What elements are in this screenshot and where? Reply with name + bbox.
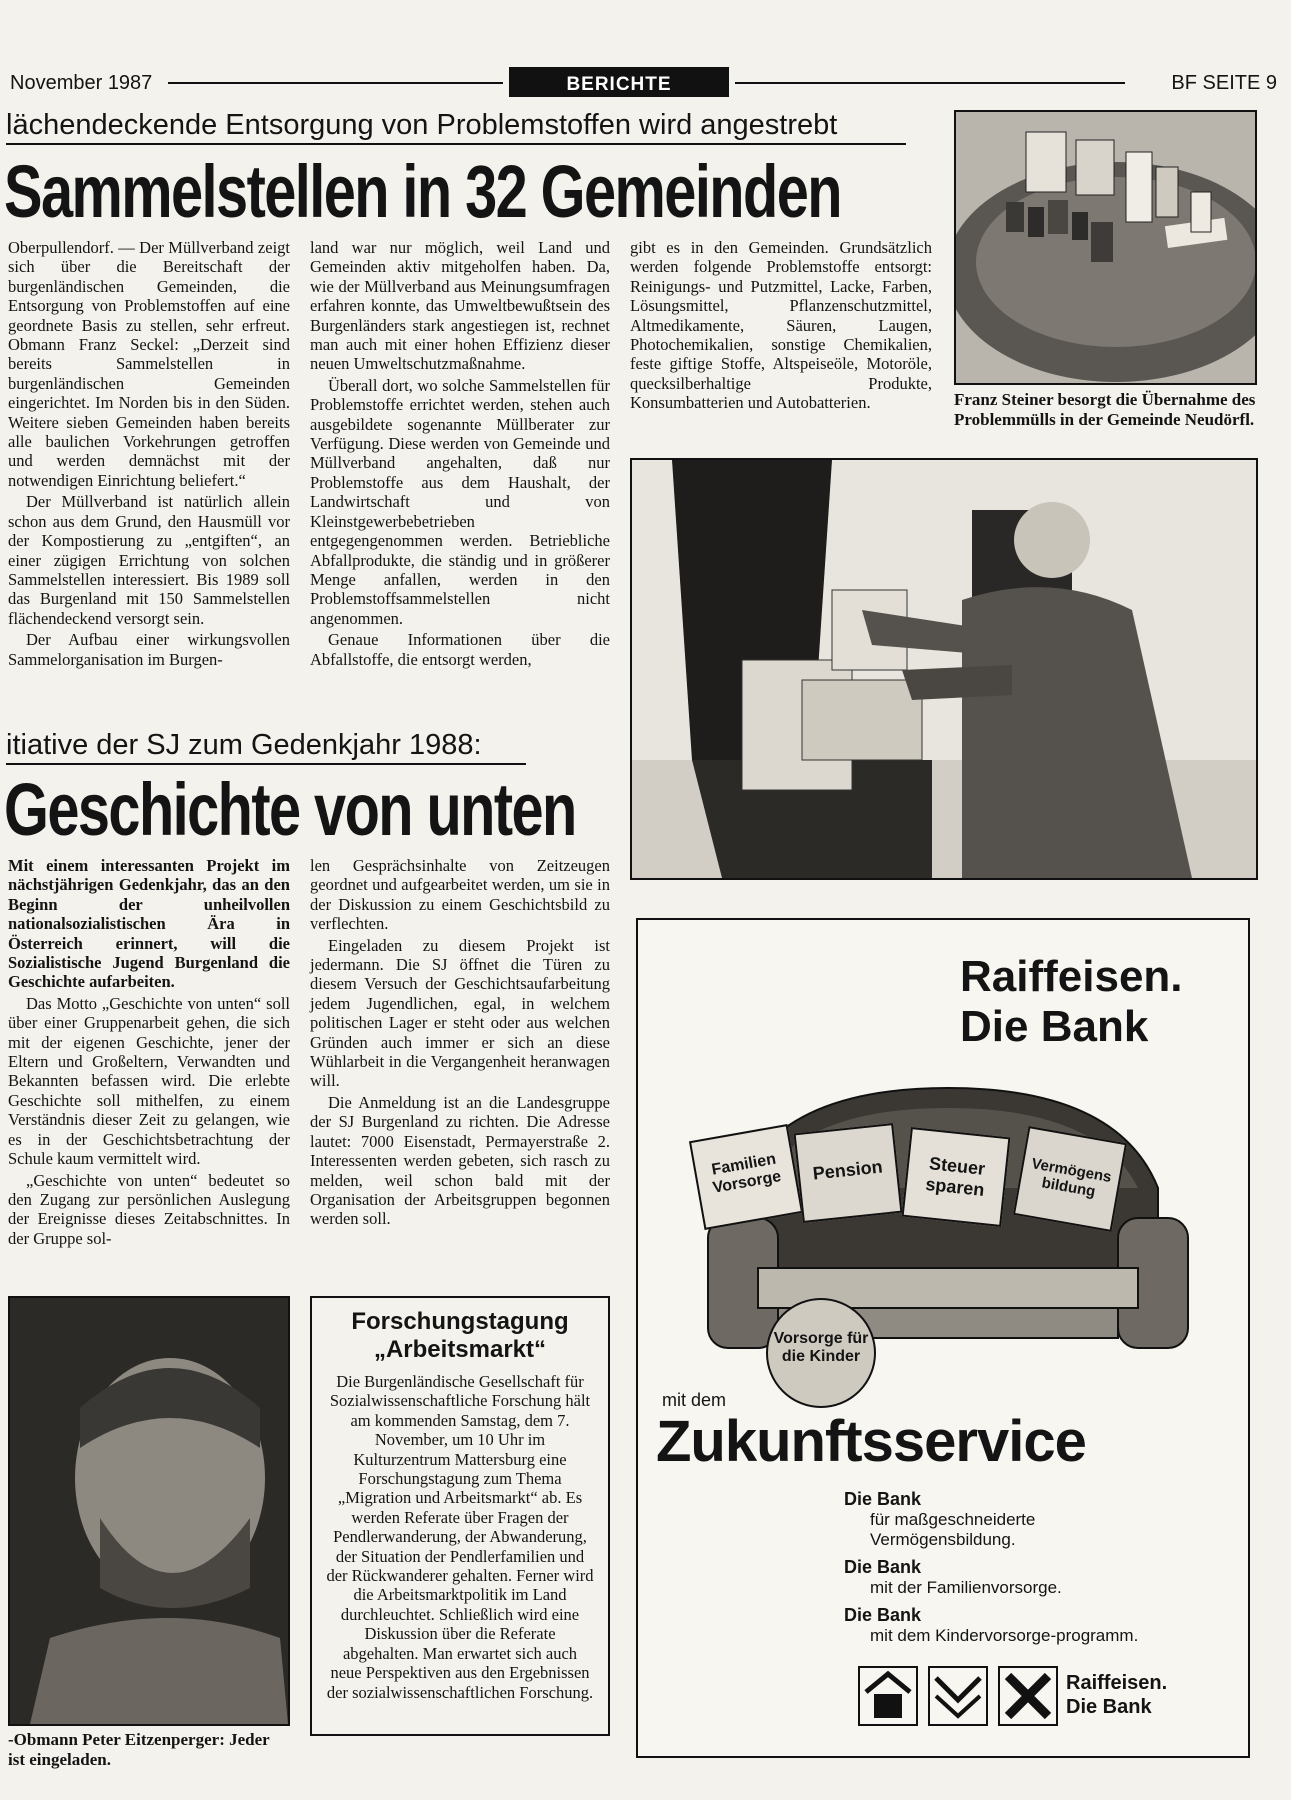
ad-brand-line1: Raiffeisen. <box>960 952 1183 1001</box>
cans-illustration <box>956 112 1255 383</box>
ad-benefits-list <box>844 1488 1144 1646</box>
benefit-title: Die Bank <box>844 1489 922 1509</box>
portrait-illustration <box>10 1298 288 1724</box>
photo-franz-steiner <box>630 458 1258 880</box>
info-box-text: Die Burgenländische Gesellschaft für Sozialwissenschaftliche Forschung hält am kommenden Samstag, dem 7. November, um 10 Uhr im Kulturzentrum Mattersburg eine Forschungstagung zum Thema „Migration und Arbeitsmarkt“ ab. Es werden Referate über Fragen der Pendlerwanderung, der Abwanderung, der Situation der Pendlerfamilien und der Rückwanderer gehalten. Ferner wird die Arbeitsmarktpolitik im Land durchleuchtet. Schließlich wird eine Diskussion über die Referate abgehalten. Man erwartet sich auch neue Perspektiven aus den Ergebnissen der sozialwissenschaftlichen Forschung. <box>326 1372 594 1702</box>
paragraph: „Geschichte von unten“ bedeutet so den Zugang zur persönlichen Auslegung der Ereignisse dieses Zeitabschnittes. In der Gruppe sol- <box>8 1170 290 1248</box>
article1-kicker-rule <box>6 143 906 145</box>
cushion-steuer <box>902 1127 1011 1227</box>
ad-mit-dem: mit dem <box>662 1390 727 1410</box>
photo-caption-cans: Franz Steiner besorgt die Übernahme des Problemmülls in der Gemeinde Neudörfl. <box>954 390 1256 429</box>
cushion-familien-label: Familien Vorsorge <box>710 1150 783 1197</box>
paragraph: Das Motto „Geschichte von unten“ soll über einer Gruppenarbeit gehen, die sich mit der eigenen Geschichte, jener der Eltern und Großeltern, Verwandten und Bekannten befassen wird. Die erlebte Geschichte soll mithelfen, zu einem Verständnis dieser Zeit zu gelangen, wie es in der Geschichtsbetrachtung der Schule kaum vermittelt wird. <box>8 993 290 1169</box>
benefit-text: mit der Familienvorsorge. <box>870 1578 1062 1597</box>
cushion-steuer-label: Steuer sparen <box>924 1153 987 1200</box>
paragraph: land war nur möglich, weil Land und Gemeinden aktiv mitgeholfen haben. Da, wie der Müllverband aus Meinungsumfragen erfahren konnte, das Umweltbewußtsein des Burgenländers stark angestiegen ist, rechnet man auch mit einer hohen Effizienz dieser neuen Umweltschutzmaßnahme. <box>310 238 610 374</box>
section-label: BERICHTE <box>509 67 729 97</box>
article2-column-2 <box>310 856 610 1231</box>
benefit-title: Die Bank <box>844 1557 922 1577</box>
logo-text-line2: Die Bank <box>1066 1696 1152 1718</box>
paragraph: Überall dort, wo solche Sammelstellen für Problemstoffe errichtet werden, stehen auch ausgebildete sogenannte Müllberater zur Verfügung. Diese werden von Gemeinde und Müllverband angehalten, daß nur Problemstoffe aus dem Haushalt, der Landwirtschaft und von Kleinstgewerbebetrieben entgegengenommen werden. Betriebliche Abfallprodukte, die ständig und in größerer Menge anfallen, werden in den Problemstoffsammelstellen nicht angenommen. <box>310 375 610 628</box>
ad-zukunftsservice: Zukunftsservice <box>656 1409 1086 1474</box>
benefit-text: mit dem Kindervorsorge-programm. <box>870 1626 1139 1645</box>
cushion-vermoegen-label: Vermögens bildung <box>1030 1155 1113 1201</box>
page-number: BF SEITE 9 <box>1171 72 1277 94</box>
paragraph: gibt es in den Gemeinden. Grundsätzlich werden folgende Problemstoffe entsorgt: Reinigungs- und Putzmittel, Lacke, Farben, Lösungsmittel, Pflanzenschutzmittel, Altmedikamente, Säuren, Laugen, Photochemikalien, sonstige Chemikalien, feste giftige Stoffe, Altspeiseöle, Motoröle, quecksilberhaltige Produkte, Konsumbatterien und Autobatterien. <box>630 238 932 413</box>
article2-kicker: itiative der SJ zum Gedenkjahr 1988: <box>6 729 482 761</box>
issue-date: November 1987 <box>10 72 153 94</box>
article2-lead <box>8 856 290 992</box>
paragraph: len Gesprächsinhalte von Zeitzeugen geordnet und aufgearbeitet werden, um sie in der Diskussion zu einem Geschichtsbild zu verflechten. <box>310 856 610 934</box>
paragraph: Der Aufbau einer wirkungsvollen Sammelorganisation im Burgen- <box>8 630 290 669</box>
article1-column-2 <box>310 238 610 671</box>
info-box-forschungstagung <box>310 1296 610 1736</box>
vorsorge-ball-label: Vorsorge für die Kinder <box>773 1330 869 1365</box>
article2-column-1 <box>8 856 290 1250</box>
cushion-pension-label: Pension <box>811 1156 884 1184</box>
photo-peter-eitzenperger <box>8 1296 290 1726</box>
header-rule-left <box>168 82 503 84</box>
header-rule-right <box>735 82 1125 84</box>
info-box-title: Forschungstagung „Arbeitsmarkt“ <box>351 1308 569 1363</box>
benefit-title: Die Bank <box>844 1605 922 1625</box>
paragraph: Oberpullendorf. — Der Müllverband zeigt sich über die Bereitschaft der burgenländischen Gemeinden, die Entsorgung von Problemstoffen auf eine geordnete Basis zu stellen, sehr erfreut. Obmann Franz Seckel: „Derzeit sind bereits Sammelstellen in burgenländischen Gemeinden eingerichtet. Im Norden bis in den Süden. Weitere sieben Gemeinden haben bereits alle baulichen Vorkehrungen getroffen und werden demnächst mit der notwendigen Einrichtung beliefert.“ <box>8 238 290 490</box>
photo-caption-portrait: -Obmann Peter Eitzenperger: Jeder ist eingeladen. <box>8 1730 270 1769</box>
article1-headline: Sammelstellen in 32 Gemeinden <box>4 152 841 232</box>
raiffeisen-house-logo-icon <box>858 1666 918 1726</box>
raiffeisen-gable-cross-logo-icon <box>998 1666 1058 1726</box>
benefit-text: für maßgeschneiderte Vermögensbildung. <box>870 1510 1036 1549</box>
paragraph: Die Anmeldung ist an die Landesgruppe der SJ Burgenland zu richten. Die Adresse lautet: 7000 Eisenstadt, Permayerstraße 2. Interessenten werden gebeten, sich rasch zu melden, weil schon bald mit der Organisation der Arbeitsgruppen begonnen werden soll. <box>310 1092 610 1229</box>
ad-brand-line2: Die Bank <box>960 1002 1149 1051</box>
cushion-pension <box>794 1123 903 1223</box>
photo-problem-substances <box>954 110 1257 385</box>
article2-headline: Geschichte von unten <box>4 770 576 850</box>
cushion-familien <box>689 1124 803 1230</box>
raiffeisen-advertisement <box>636 918 1250 1758</box>
raiffeisen-people-logo-icon <box>928 1666 988 1726</box>
article1-column-3 <box>630 238 932 415</box>
lead-text: Mit einem interessanten Projekt im nächstjährigen Gedenkjahr, das an den Beginn der unheilvollen nationalsozialistischen Ära in Österreich erinnert, will die Sozialistische Jugend Burgenland die Geschichte aufarbeiten. <box>8 856 290 992</box>
paragraph: Eingeladen zu diesem Projekt ist jedermann. Die SJ öffnet die Türen zu diesem Versuch der Geschichtsaufarbeitung jedem Jugendlichen, egal, in welchem politischen Lager er steht oder aus welchen Gründen auch immer er sich an diese Wühlarbeit in die Vergangenheit heranwagen will. <box>310 935 610 1091</box>
paragraph: Genaue Informationen über die Abfallstoffe, die entsorgt werden, <box>310 630 610 669</box>
article1-column-1 <box>8 238 290 671</box>
paragraph: Der Müllverband ist natürlich allein schon aus dem Grund, den Hausmüll vor der Kompostierung zu „entgiften“, an einer zügigen Errichtung von solchen Sammelstellen interessiert. Bis 1989 soll das Burgenland mit 150 Sammelstellen flächendeckend versorgt sein. <box>8 492 290 628</box>
article2-kicker-rule <box>6 763 526 765</box>
cushion-vermoegen <box>1013 1126 1127 1232</box>
man-with-bin-illustration <box>632 460 1256 878</box>
vorsorge-ball <box>766 1298 876 1408</box>
article1-kicker: lächendeckende Entsorgung von Problemstoffen wird angestrebt <box>6 109 838 141</box>
logo-text-line1: Raiffeisen. <box>1066 1672 1168 1694</box>
